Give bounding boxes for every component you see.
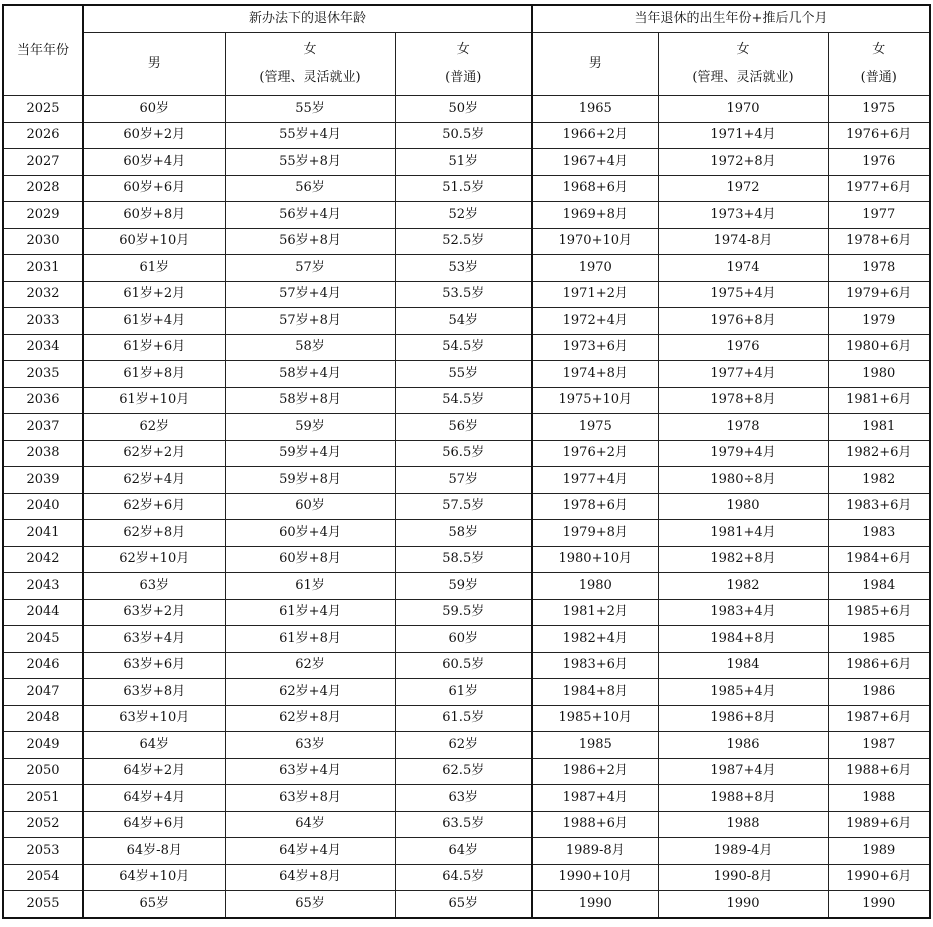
year-cell: 2032 [3, 281, 83, 308]
female-mgmt-age-cell: 56岁+8月 [225, 228, 395, 255]
table-row [3, 573, 930, 600]
female-regular-age-cell: 51.5岁 [395, 175, 532, 202]
male-age-cell: 62岁+6月 [83, 493, 225, 520]
female-regular-birth-cell: 1982 [828, 467, 930, 494]
female-mgmt-birth-cell: 1986+8月 [658, 705, 828, 732]
male-age-cell: 63岁+4月 [83, 626, 225, 653]
table-row [3, 255, 930, 282]
female-regular-age-cell: 61.5岁 [395, 705, 532, 732]
female-mgmt-birth-cell: 1989-4月 [658, 838, 828, 865]
female-mgmt-birth-cell: 1974 [658, 255, 828, 282]
female-mgmt-birth-cell: 1981+4月 [658, 520, 828, 547]
male-age-cell: 64岁+6月 [83, 811, 225, 838]
male-birth-cell: 1969+8月 [532, 202, 658, 229]
table-row [3, 334, 930, 361]
male-age-cell: 60岁 [83, 96, 225, 123]
male-age-cell: 63岁 [83, 573, 225, 600]
table-row [3, 149, 930, 176]
female-mgmt-age-cell: 64岁+4月 [225, 838, 395, 865]
female-mgmt-birth-cell: 1970 [658, 96, 828, 123]
table-row [3, 467, 930, 494]
male-birth-cell: 1985 [532, 732, 658, 759]
male-birth-cell: 1978+6月 [532, 493, 658, 520]
female-regular-birth-cell: 1977 [828, 202, 930, 229]
male-age-cell: 61岁+10月 [83, 387, 225, 414]
female-mgmt-age-cell: 61岁+8月 [225, 626, 395, 653]
male-age-cell: 60岁+10月 [83, 228, 225, 255]
female-regular-birth-cell: 1980 [828, 361, 930, 388]
male-birth-cell: 1983+6月 [532, 652, 658, 679]
female-mgmt-birth-cell: 1973+4月 [658, 202, 828, 229]
male-age-cell: 60岁+8月 [83, 202, 225, 229]
table-row [3, 652, 930, 679]
female-regular-birth-cell: 1977+6月 [828, 175, 930, 202]
table-row [3, 891, 930, 918]
female-mgmt-birth-cell: 1972 [658, 175, 828, 202]
female-mgmt-birth-cell: 1986 [658, 732, 828, 759]
female-mgmt-age-cell: 63岁+8月 [225, 785, 395, 812]
male-age-header: 男 [83, 33, 225, 96]
male-birth-cell: 1989-8月 [532, 838, 658, 865]
male-birth-cell: 1965 [532, 96, 658, 123]
year-cell: 2051 [3, 785, 83, 812]
female-regular-birth-header: 女 (普通) [828, 33, 930, 96]
male-age-cell: 61岁+2月 [83, 281, 225, 308]
female-mgmt-age-cell: 61岁+4月 [225, 599, 395, 626]
female-regular-age-cell: 56.5岁 [395, 440, 532, 467]
year-cell: 2034 [3, 334, 83, 361]
male-birth-cell: 1985+10月 [532, 705, 658, 732]
female-mgmt-birth-cell: 1976 [658, 334, 828, 361]
table-row [3, 520, 930, 547]
female-regular-birth-cell: 1976 [828, 149, 930, 176]
female-regular-birth-cell: 1984+6月 [828, 546, 930, 573]
male-age-cell: 61岁 [83, 255, 225, 282]
year-column-header: 当年年份 [3, 5, 83, 96]
year-cell: 2030 [3, 228, 83, 255]
male-age-cell: 63岁+6月 [83, 652, 225, 679]
male-birth-cell: 1975 [532, 414, 658, 441]
female-mgmt-birth-cell: 1983+4月 [658, 599, 828, 626]
table-row [3, 599, 930, 626]
male-birth-cell: 1975+10月 [532, 387, 658, 414]
female-mgmt-birth-cell: 1982+8月 [658, 546, 828, 573]
female-mgmt-age-cell: 60岁+4月 [225, 520, 395, 547]
year-cell: 2026 [3, 122, 83, 149]
female-regular-age-cell: 52岁 [395, 202, 532, 229]
female-mgmt-age-cell: 59岁 [225, 414, 395, 441]
year-cell: 2043 [3, 573, 83, 600]
female-mgmt-birth-cell: 1984+8月 [658, 626, 828, 653]
female-regular-age-cell: 60岁 [395, 626, 532, 653]
female-regular-birth-cell: 1979+6月 [828, 281, 930, 308]
female-mgmt-age-cell: 62岁+4月 [225, 679, 395, 706]
female-mgmt-birth-cell: 1987+4月 [658, 758, 828, 785]
female-mgmt-birth-cell: 1984 [658, 652, 828, 679]
male-age-cell: 61岁+6月 [83, 334, 225, 361]
male-age-cell: 64岁-8月 [83, 838, 225, 865]
year-cell: 2046 [3, 652, 83, 679]
male-birth-cell: 1982+4月 [532, 626, 658, 653]
table-row [3, 679, 930, 706]
year-cell: 2055 [3, 891, 83, 918]
female-regular-age-cell: 62.5岁 [395, 758, 532, 785]
female-regular-birth-cell: 1975 [828, 96, 930, 123]
year-cell: 2033 [3, 308, 83, 335]
female-regular-birth-cell: 1982+6月 [828, 440, 930, 467]
female-regular-age-cell: 53岁 [395, 255, 532, 282]
table-row [3, 308, 930, 335]
female-mgmt-age-cell: 59岁+8月 [225, 467, 395, 494]
male-age-cell: 61岁+4月 [83, 308, 225, 335]
table-row [3, 387, 930, 414]
male-birth-cell: 1984+8月 [532, 679, 658, 706]
male-birth-cell: 1970 [532, 255, 658, 282]
female-regular-age-cell: 57.5岁 [395, 493, 532, 520]
female-mgmt-age-cell: 57岁 [225, 255, 395, 282]
male-birth-cell: 1972+4月 [532, 308, 658, 335]
table-row [3, 811, 930, 838]
year-cell: 2050 [3, 758, 83, 785]
female-regular-birth-cell: 1985 [828, 626, 930, 653]
female-regular-age-cell: 53.5岁 [395, 281, 532, 308]
female-regular-age-cell: 65岁 [395, 891, 532, 918]
female-mgmt-age-cell: 58岁+4月 [225, 361, 395, 388]
table-row [3, 202, 930, 229]
female-regular-birth-cell: 1989 [828, 838, 930, 865]
male-age-cell: 64岁+2月 [83, 758, 225, 785]
table-row [3, 361, 930, 388]
table-row [3, 175, 930, 202]
year-cell: 2042 [3, 546, 83, 573]
female-mgmt-age-cell: 64岁+8月 [225, 864, 395, 891]
male-birth-cell: 1990+10月 [532, 864, 658, 891]
male-age-cell: 62岁+10月 [83, 546, 225, 573]
male-age-cell: 65岁 [83, 891, 225, 918]
male-birth-cell: 1973+6月 [532, 334, 658, 361]
birth-year-group-header: 当年退休的出生年份+推后几个月 [532, 5, 930, 33]
female-regular-birth-cell: 1985+6月 [828, 599, 930, 626]
female-regular-age-cell: 61岁 [395, 679, 532, 706]
female-regular-age-cell: 50岁 [395, 96, 532, 123]
table-row [3, 838, 930, 865]
female-mgmt-birth-cell: 1982 [658, 573, 828, 600]
female-mgmt-age-cell: 55岁+8月 [225, 149, 395, 176]
female-regular-age-cell: 57岁 [395, 467, 532, 494]
female-regular-age-cell: 64岁 [395, 838, 532, 865]
female-mgmt-age-cell: 64岁 [225, 811, 395, 838]
female-regular-birth-cell: 1989+6月 [828, 811, 930, 838]
female-mgmt-birth-cell: 1980÷8月 [658, 467, 828, 494]
female-regular-age-cell: 54.5岁 [395, 387, 532, 414]
male-age-cell: 61岁+8月 [83, 361, 225, 388]
female-regular-birth-cell: 1981 [828, 414, 930, 441]
female-mgmt-age-cell: 58岁+8月 [225, 387, 395, 414]
male-birth-cell: 1966+2月 [532, 122, 658, 149]
year-cell: 2036 [3, 387, 83, 414]
female-mgmt-birth-cell: 1990 [658, 891, 828, 918]
year-cell: 2029 [3, 202, 83, 229]
female-mgmt-birth-cell: 1979+4月 [658, 440, 828, 467]
male-birth-cell: 1968+6月 [532, 175, 658, 202]
table-row [3, 864, 930, 891]
year-cell: 2027 [3, 149, 83, 176]
male-birth-cell: 1981+2月 [532, 599, 658, 626]
female-regular-age-cell: 62岁 [395, 732, 532, 759]
year-cell: 2025 [3, 96, 83, 123]
male-birth-cell: 1990 [532, 891, 658, 918]
male-birth-cell: 1976+2月 [532, 440, 658, 467]
female-regular-birth-cell: 1990 [828, 891, 930, 918]
female-mgmt-age-cell: 58岁 [225, 334, 395, 361]
female-regular-birth-cell: 1987+6月 [828, 705, 930, 732]
male-birth-cell: 1987+4月 [532, 785, 658, 812]
male-age-cell: 62岁+4月 [83, 467, 225, 494]
male-age-cell: 62岁+8月 [83, 520, 225, 547]
table-row [3, 785, 930, 812]
female-mgmt-birth-cell: 1980 [658, 493, 828, 520]
female-regular-birth-cell: 1981+6月 [828, 387, 930, 414]
female-mgmt-birth-cell: 1977+4月 [658, 361, 828, 388]
male-birth-cell: 1980 [532, 573, 658, 600]
female-regular-birth-cell: 1987 [828, 732, 930, 759]
table-row [3, 705, 930, 732]
male-birth-cell: 1980+10月 [532, 546, 658, 573]
male-age-cell: 64岁+10月 [83, 864, 225, 891]
female-regular-age-cell: 59.5岁 [395, 599, 532, 626]
male-age-cell: 60岁+2月 [83, 122, 225, 149]
female-regular-age-cell: 64.5岁 [395, 864, 532, 891]
male-birth-cell: 1974+8月 [532, 361, 658, 388]
female-mgmt-age-cell: 61岁 [225, 573, 395, 600]
male-birth-cell: 1970+10月 [532, 228, 658, 255]
female-regular-age-cell: 54岁 [395, 308, 532, 335]
table-row [3, 493, 930, 520]
female-regular-age-cell: 50.5岁 [395, 122, 532, 149]
female-regular-age-header: 女 (普通) [395, 33, 532, 96]
year-cell: 2053 [3, 838, 83, 865]
female-mgmt-birth-cell: 1990-8月 [658, 864, 828, 891]
female-mgmt-birth-cell: 1978 [658, 414, 828, 441]
female-regular-age-cell: 63岁 [395, 785, 532, 812]
year-cell: 2047 [3, 679, 83, 706]
female-mgmt-age-cell: 62岁+8月 [225, 705, 395, 732]
female-mgmt-age-cell: 56岁 [225, 175, 395, 202]
male-birth-header: 男 [532, 33, 658, 96]
male-age-cell: 63岁+2月 [83, 599, 225, 626]
table-row [3, 414, 930, 441]
year-cell: 2037 [3, 414, 83, 441]
female-regular-birth-cell: 1986+6月 [828, 652, 930, 679]
male-birth-cell: 1979+8月 [532, 520, 658, 547]
female-mgmt-birth-cell: 1985+4月 [658, 679, 828, 706]
year-cell: 2044 [3, 599, 83, 626]
female-regular-birth-cell: 1984 [828, 573, 930, 600]
female-regular-age-cell: 58岁 [395, 520, 532, 547]
female-mgmt-birth-cell: 1975+4月 [658, 281, 828, 308]
retirement-age-table [2, 4, 931, 919]
female-mgmt-birth-cell: 1978+8月 [658, 387, 828, 414]
table-row [3, 626, 930, 653]
female-mgmt-age-header: 女 (管理、灵活就业) [225, 33, 395, 96]
year-cell: 2040 [3, 493, 83, 520]
male-age-cell: 60岁+6月 [83, 175, 225, 202]
female-mgmt-age-cell: 60岁 [225, 493, 395, 520]
table-row [3, 228, 930, 255]
female-regular-birth-cell: 1978+6月 [828, 228, 930, 255]
year-cell: 2038 [3, 440, 83, 467]
male-age-cell: 62岁 [83, 414, 225, 441]
female-mgmt-age-cell: 63岁 [225, 732, 395, 759]
female-mgmt-age-cell: 55岁 [225, 96, 395, 123]
female-mgmt-age-cell: 57岁+8月 [225, 308, 395, 335]
female-regular-age-cell: 54.5岁 [395, 334, 532, 361]
table-row [3, 281, 930, 308]
female-mgmt-age-cell: 62岁 [225, 652, 395, 679]
female-regular-age-cell: 60.5岁 [395, 652, 532, 679]
table-row [3, 732, 930, 759]
female-mgmt-birth-cell: 1971+4月 [658, 122, 828, 149]
female-regular-birth-cell: 1980+6月 [828, 334, 930, 361]
year-cell: 2048 [3, 705, 83, 732]
female-mgmt-age-cell: 57岁+4月 [225, 281, 395, 308]
year-cell: 2041 [3, 520, 83, 547]
male-age-cell: 62岁+2月 [83, 440, 225, 467]
female-regular-birth-cell: 1988+6月 [828, 758, 930, 785]
female-regular-birth-cell: 1983+6月 [828, 493, 930, 520]
male-age-cell: 64岁+4月 [83, 785, 225, 812]
female-regular-age-cell: 63.5岁 [395, 811, 532, 838]
male-birth-cell: 1977+4月 [532, 467, 658, 494]
female-mgmt-birth-cell: 1988+8月 [658, 785, 828, 812]
male-age-cell: 63岁+10月 [83, 705, 225, 732]
male-birth-cell: 1971+2月 [532, 281, 658, 308]
male-age-cell: 60岁+4月 [83, 149, 225, 176]
female-mgmt-birth-cell: 1976+8月 [658, 308, 828, 335]
female-mgmt-birth-cell: 1972+8月 [658, 149, 828, 176]
new-law-group-header: 新办法下的退休年龄 [83, 5, 532, 33]
female-mgmt-age-cell: 65岁 [225, 891, 395, 918]
female-regular-age-cell: 51岁 [395, 149, 532, 176]
female-mgmt-age-cell: 63岁+4月 [225, 758, 395, 785]
table-row [3, 96, 930, 123]
male-birth-cell: 1986+2月 [532, 758, 658, 785]
female-regular-age-cell: 52.5岁 [395, 228, 532, 255]
male-birth-cell: 1967+4月 [532, 149, 658, 176]
year-cell: 2028 [3, 175, 83, 202]
male-age-cell: 63岁+8月 [83, 679, 225, 706]
female-regular-birth-cell: 1983 [828, 520, 930, 547]
female-mgmt-birth-cell: 1974-8月 [658, 228, 828, 255]
table-body [3, 96, 930, 918]
table-row [3, 758, 930, 785]
female-mgmt-age-cell: 55岁+4月 [225, 122, 395, 149]
female-regular-birth-cell: 1978 [828, 255, 930, 282]
female-regular-age-cell: 59岁 [395, 573, 532, 600]
female-mgmt-age-cell: 60岁+8月 [225, 546, 395, 573]
female-regular-birth-cell: 1976+6月 [828, 122, 930, 149]
female-regular-age-cell: 55岁 [395, 361, 532, 388]
year-cell: 2031 [3, 255, 83, 282]
male-age-cell: 64岁 [83, 732, 225, 759]
female-regular-birth-cell: 1990+6月 [828, 864, 930, 891]
female-mgmt-birth-header: 女 (管理、灵活就业) [658, 33, 828, 96]
female-mgmt-age-cell: 59岁+4月 [225, 440, 395, 467]
male-birth-cell: 1988+6月 [532, 811, 658, 838]
table-row [3, 546, 930, 573]
female-regular-birth-cell: 1986 [828, 679, 930, 706]
female-mgmt-age-cell: 56岁+4月 [225, 202, 395, 229]
female-regular-birth-cell: 1988 [828, 785, 930, 812]
female-regular-birth-cell: 1979 [828, 308, 930, 335]
year-cell: 2039 [3, 467, 83, 494]
year-cell: 2045 [3, 626, 83, 653]
table-row [3, 122, 930, 149]
year-cell: 2052 [3, 811, 83, 838]
table-row [3, 440, 930, 467]
female-mgmt-birth-cell: 1988 [658, 811, 828, 838]
female-regular-age-cell: 56岁 [395, 414, 532, 441]
year-cell: 2054 [3, 864, 83, 891]
year-cell: 2049 [3, 732, 83, 759]
female-regular-age-cell: 58.5岁 [395, 546, 532, 573]
year-cell: 2035 [3, 361, 83, 388]
